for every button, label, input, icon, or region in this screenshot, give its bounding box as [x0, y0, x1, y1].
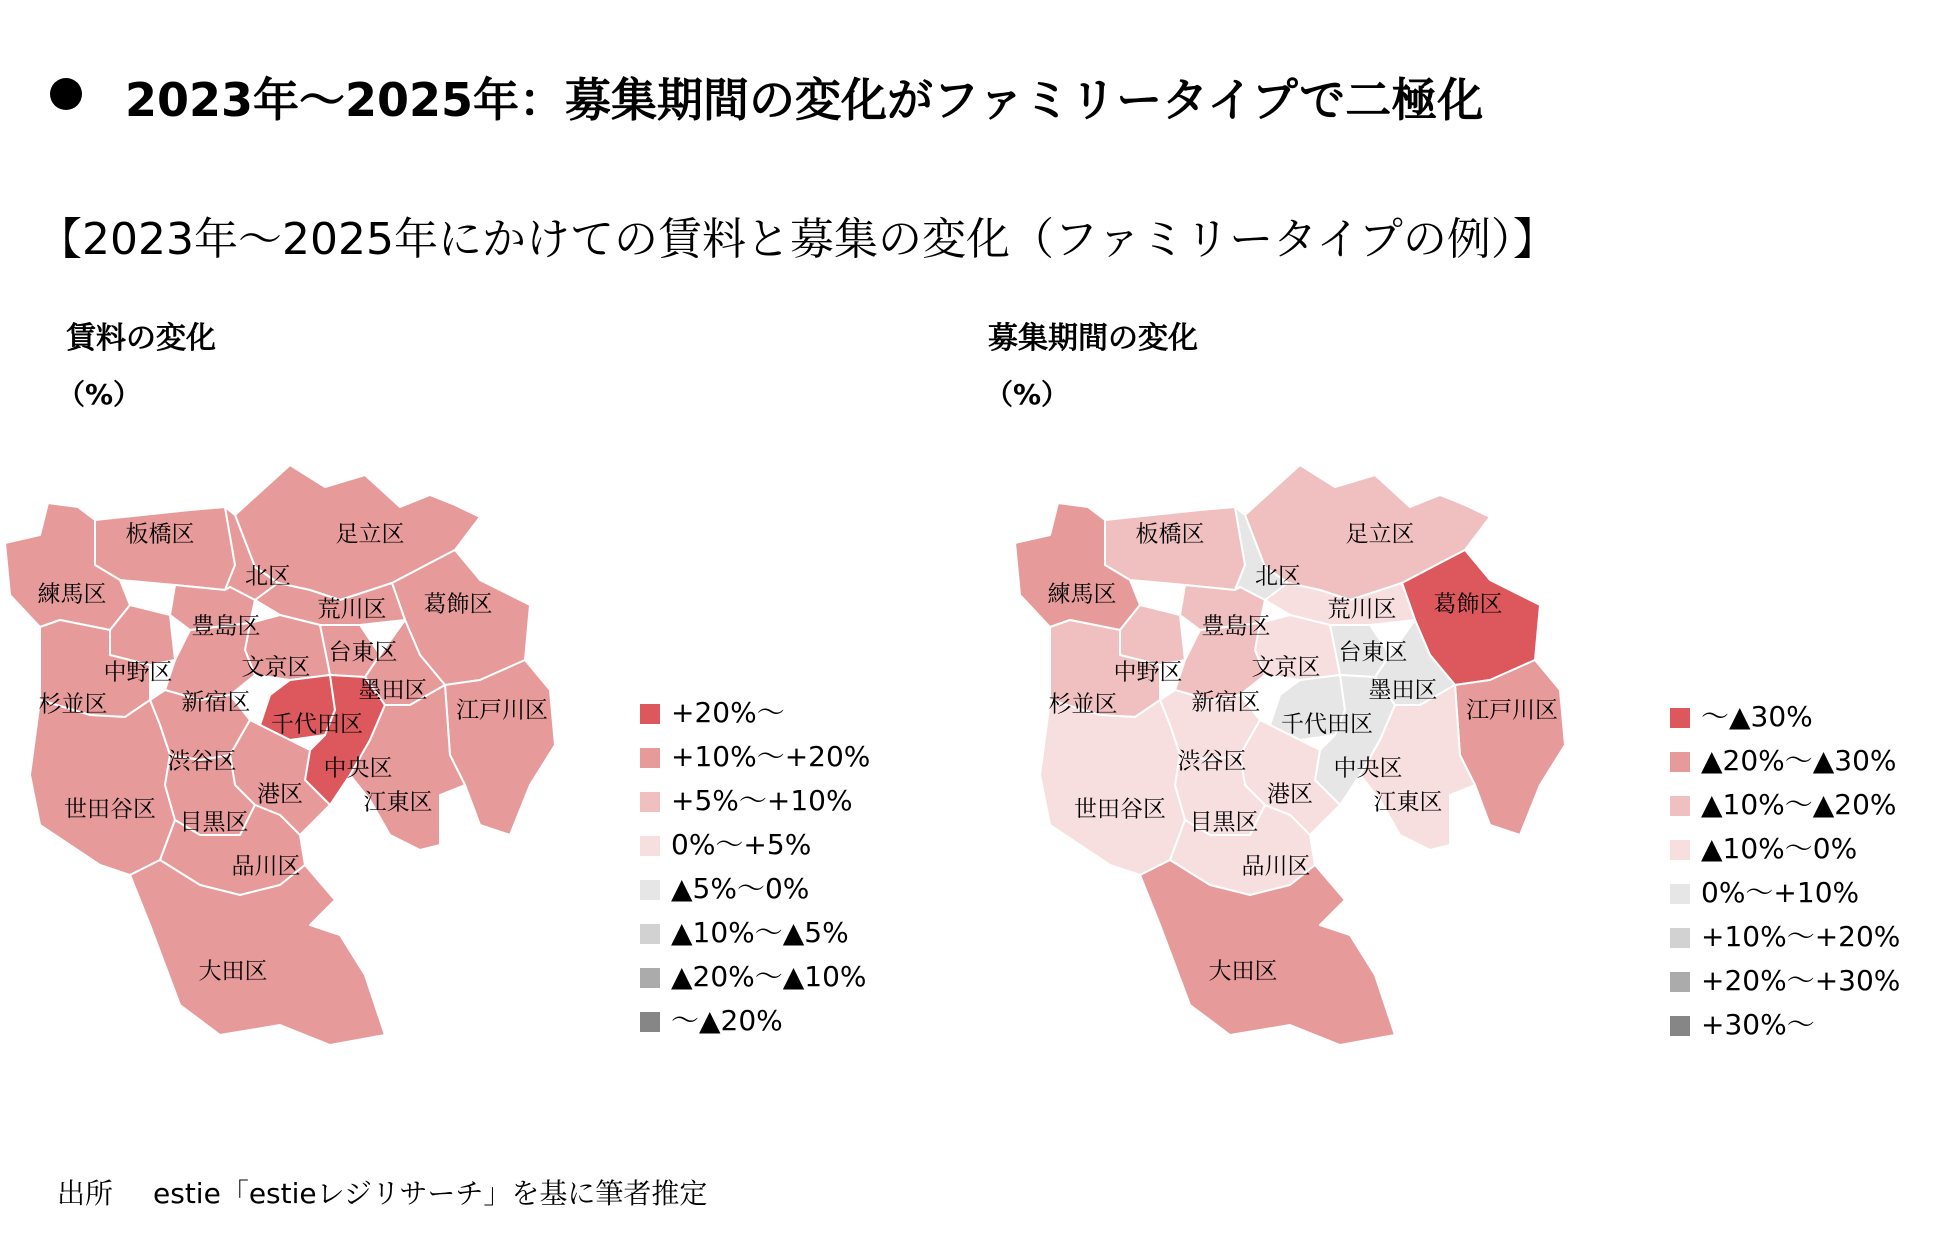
ward-region: [1040, 700, 1185, 875]
legend-label: +20%～+30%: [1701, 964, 1901, 997]
legend-label: ▲5%～0%: [671, 872, 810, 905]
ward-label: 中央区: [1333, 755, 1403, 782]
legend-label: ▲10%～▲5%: [671, 916, 849, 949]
legend-label: +5%～+10%: [671, 784, 853, 817]
legend-label: +30%～: [1701, 1008, 1815, 1041]
ward-label: 目黒区: [1189, 809, 1259, 836]
ward-label: 杉並区: [38, 691, 108, 718]
legend-swatch: [640, 704, 660, 724]
legend-swatch: [640, 968, 660, 988]
ward-label: 江戸川区: [456, 697, 548, 724]
ward-label: 墨田区: [1368, 677, 1438, 704]
ward-label: 品川区: [1241, 853, 1311, 880]
listing-period-change-map: [1010, 455, 1585, 1060]
ward-label: 中野区: [103, 659, 173, 686]
ward-label: 葛飾区: [1433, 591, 1503, 618]
legend-label: +20%～: [671, 696, 785, 729]
legend-swatch: [1670, 928, 1690, 948]
rent-map-legend: [640, 698, 900, 1038]
ward-label: 千代田区: [1281, 711, 1373, 738]
source-text: estie「estieレジリサーチ」を基に筆者推定: [153, 1177, 708, 1210]
legend-label: ▲10%～▲20%: [1701, 788, 1897, 821]
ward-label: 北区: [1255, 563, 1301, 590]
legend-swatch: [1670, 840, 1690, 860]
ward-label: 北区: [245, 563, 291, 590]
legend-label: 0%～+5%: [671, 828, 812, 861]
legend-label: +10%～+20%: [671, 740, 871, 773]
legend-swatch: [640, 924, 660, 944]
ward-region: [30, 700, 175, 875]
legend-swatch: [640, 836, 660, 856]
period-map-unit: （%）: [985, 378, 1070, 411]
ward-label: 江東区: [1373, 789, 1443, 816]
ward-label: 板橋区: [1135, 521, 1205, 548]
legend-swatch: [1670, 796, 1690, 816]
ward-label: 江東区: [363, 789, 433, 816]
legend-label: ～▲20%: [671, 1004, 783, 1037]
legend-label: ～▲30%: [1701, 700, 1813, 733]
legend-label: ▲10%～0%: [1701, 832, 1858, 865]
period-map-title: 募集期間の変化: [988, 321, 1198, 356]
ward-label: 荒川区: [317, 596, 387, 623]
ward-label: 大田区: [198, 958, 268, 985]
ward-label: 渋谷区: [167, 748, 237, 775]
ward-label: 世田谷区: [1074, 796, 1166, 823]
page-subtitle: 【2023年～2025年にかけての賃料と募集の変化（ファミリータイプの例）】: [38, 214, 1557, 265]
ward-label: 台東区: [1338, 639, 1408, 666]
legend-label: ▲20%～▲10%: [671, 960, 867, 993]
legend-swatch: [1670, 972, 1690, 992]
ward-label: 豊島区: [1201, 613, 1271, 640]
ward-label: 台東区: [328, 639, 398, 666]
ward-label: 文京区: [241, 654, 311, 681]
legend-swatch: [640, 792, 660, 812]
ward-label: 葛飾区: [423, 591, 493, 618]
period-map-legend: [1670, 702, 1940, 1042]
source-label: 出所: [57, 1177, 114, 1210]
legend-swatch: [640, 880, 660, 900]
legend-swatch: [640, 1012, 660, 1032]
legend-label: +10%～+20%: [1701, 920, 1901, 953]
legend-swatch: [1670, 1016, 1690, 1036]
ward-label: 足立区: [1345, 521, 1415, 548]
ward-label: 板橋区: [125, 521, 195, 548]
rent-map-title: 賃料の変化: [66, 321, 216, 356]
ward-label: 新宿区: [1191, 689, 1261, 716]
legend-swatch: [1670, 752, 1690, 772]
ward-label: 練馬区: [1047, 581, 1117, 608]
legend-swatch: [1670, 708, 1690, 728]
ward-region: [445, 660, 555, 835]
ward-label: 豊島区: [191, 613, 261, 640]
ward-label: 千代田区: [271, 711, 363, 738]
ward-label: 中野区: [1113, 659, 1183, 686]
ward-label: 大田区: [1208, 958, 1278, 985]
ward-label: 杉並区: [1048, 691, 1118, 718]
ward-label: 新宿区: [181, 689, 251, 716]
legend-swatch: [1670, 884, 1690, 904]
ward-label: 練馬区: [37, 581, 107, 608]
ward-label: 荒川区: [1327, 596, 1397, 623]
ward-label: 港区: [257, 781, 303, 808]
legend-swatch: [640, 748, 660, 768]
rent-map-unit: （%）: [57, 378, 142, 411]
title-bullet-icon: [50, 78, 82, 110]
ward-label: 文京区: [1251, 654, 1321, 681]
legend-label: 0%～+10%: [1701, 876, 1860, 909]
ward-label: 品川区: [231, 853, 301, 880]
ward-label: 足立区: [335, 521, 405, 548]
source-note: [57, 1172, 707, 1212]
ward-label: 港区: [1267, 781, 1313, 808]
rent-change-map: [0, 455, 575, 1060]
legend-label: ▲20%～▲30%: [1701, 744, 1897, 777]
page-title: 2023年～2025年：募集期間の変化がファミリータイプで二極化: [125, 73, 1484, 127]
ward-label: 目黒区: [179, 809, 249, 836]
ward-label: 江戸川区: [1466, 697, 1558, 724]
ward-label: 中央区: [323, 755, 393, 782]
ward-label: 世田谷区: [64, 796, 156, 823]
ward-label: 渋谷区: [1177, 748, 1247, 775]
ward-label: 墨田区: [358, 677, 428, 704]
ward-region: [1455, 660, 1565, 835]
